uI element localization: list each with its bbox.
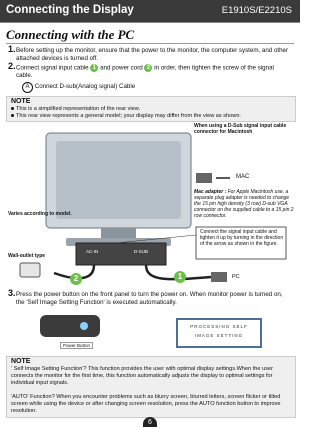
- note-1-item-1: This is a simplified representation of the rear view.: [11, 106, 140, 113]
- step-2-sub: [22, 82, 282, 93]
- sub-a-icon: A: [22, 82, 33, 93]
- step-3-text: Press the power button on the front panel to turn the power on. When monitor power is turned on, the 'Self Image Setting Function' is executed automatically.: [16, 291, 283, 306]
- dsub-label: D-SUB: [134, 249, 149, 254]
- step-2-text-c: in order, then tighten the screw of the signal cable.: [16, 64, 274, 80]
- power-button-illustration: [40, 315, 120, 353]
- model-number: E1910S/E2210S: [221, 5, 292, 16]
- step-2: [8, 61, 292, 80]
- header-divider: [0, 22, 300, 23]
- section-title: Connecting with the PC: [6, 27, 135, 42]
- osd-line-1: PROCESSING SELF: [190, 324, 248, 329]
- step-2-number: 2.: [8, 61, 16, 71]
- page-header-title: Connecting the Display: [6, 4, 134, 16]
- connection-diagram: [6, 123, 294, 288]
- step-1: [8, 44, 292, 63]
- note-1-item-2: This rear view represents a general model; your display may differ from the view as shown.: [11, 113, 241, 120]
- step-1-text: Before setting up the monitor, ensure that the power to the monitor, the computer system, and other attached devices is turned off.: [16, 47, 289, 62]
- step-3-number: 3.: [8, 288, 16, 298]
- mac-adapter-text: For Apple Macintosh use, a separate plug adapter is needed to change the 15 pin high density (3 row) D-sub VGA connector on the supplied cable to a 15 pin 2 row connector.: [194, 189, 294, 219]
- badge-1-diagram-icon: 1: [174, 271, 186, 283]
- note-box-2: [6, 356, 296, 418]
- step-2-text-b: and power cord: [100, 64, 143, 72]
- step-1-number: 1.: [8, 44, 16, 54]
- page-number: 6: [143, 417, 157, 427]
- note-box-1: [6, 96, 296, 122]
- step-2-text-a: Connect signal input cable: [16, 64, 89, 72]
- note-2-para-1: ' Self Image Setting Function'? This function provides the user with optimal display settings.When the user connects the monitor for the first time, this function automatically adjusts the display to optimal settings for individual input signals.: [11, 366, 273, 386]
- pc-label: PC: [232, 274, 240, 280]
- varies-label: Varies according to model.: [8, 211, 72, 217]
- badge-2-icon: 2: [144, 64, 152, 72]
- badge-1-icon: 1: [90, 64, 98, 72]
- ac-in-label: AC-IN: [86, 249, 99, 254]
- mac-heading: When using a D-Sub signal input cable connector for Macintosh: [194, 123, 287, 135]
- osd-message: [176, 318, 262, 348]
- power-button-label: Power Button: [60, 342, 93, 349]
- mac-adapter-note: [194, 189, 294, 219]
- wall-outlet-label: Wall-outlet type: [8, 253, 46, 259]
- title-divider: [6, 43, 294, 44]
- mac-label: MAC: [236, 174, 250, 180]
- note-1-title: NOTE: [11, 98, 31, 105]
- note-2-title: NOTE: [11, 358, 31, 365]
- step-2-sub-text: Connect D-sub(Analog signal) Cable: [34, 83, 136, 90]
- connect-signal-note: Connect the signal input cable and tighten it up by turning in the direction of the arrow as shown in the figure.: [200, 229, 284, 247]
- note-2-para-2: 'AUTO' Function? When you encounter problems such as blurry screen, blurred letters, screen flicker or tilted screen while using the device or after changing screen resolution, press the AUTO function button to improve resolution.: [11, 394, 281, 414]
- mac-adapter-title: Mac adapter :: [194, 189, 227, 195]
- badge-2-diagram-icon: 2: [70, 273, 82, 285]
- osd-line-2: IMAGE SETTING: [194, 333, 244, 338]
- step-3: [8, 288, 292, 307]
